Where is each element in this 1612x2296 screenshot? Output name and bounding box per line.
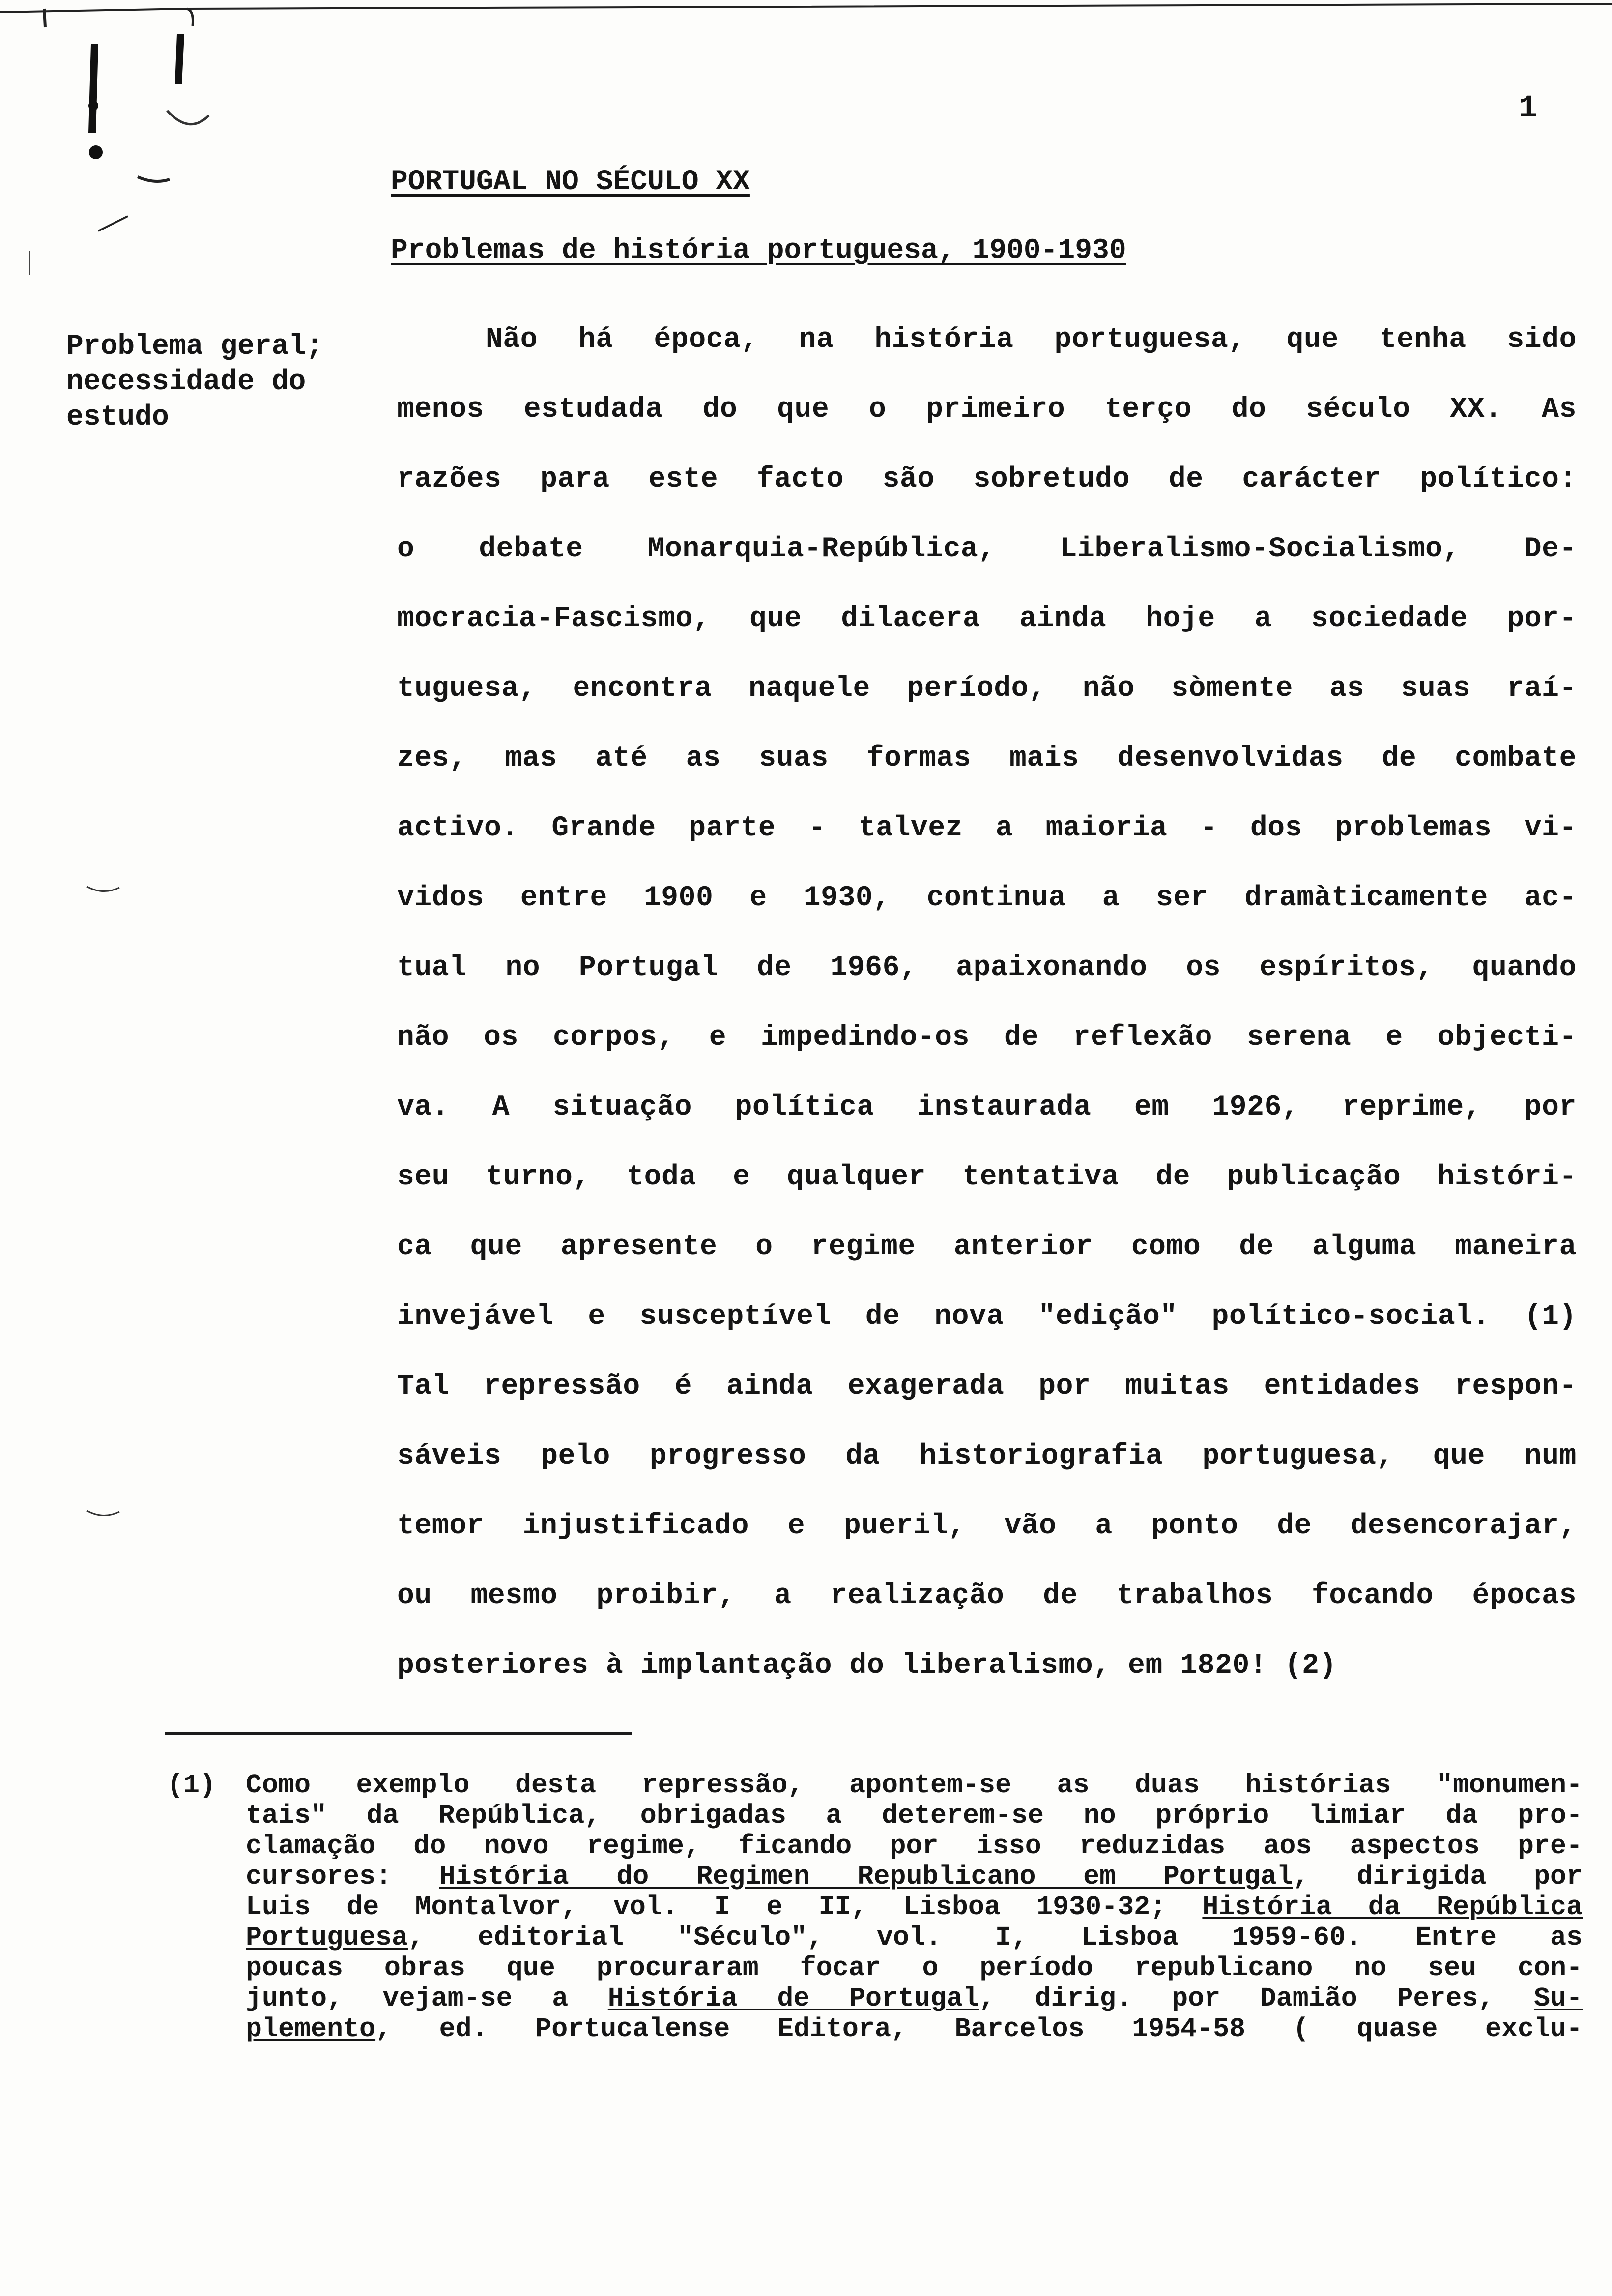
footnote-line: poucas obras que procuraram focar o período republicano no seu con- [246,1952,1583,1983]
footnote-marker: (1) [167,1770,216,1801]
footnote-line: junto, vejam-se a História de Portugal, dirig. por Damião Peres, Su- [246,1983,1583,2014]
body-line: seu turno, toda e qualquer tentativa de publicação históri- [397,1161,1577,1193]
page-number: 1 [1519,91,1538,126]
margin-note-line: estudo [66,402,169,433]
body-line: ca que apresente o regime anterior como de alguma maneira [397,1231,1577,1263]
body-line: Não há época, na história portuguesa, que tenha sido [486,324,1577,356]
page-title: PORTUGAL NO SÉCULO XX [391,166,750,198]
footnote-line: clamação do novo regime, ficando por isso reduzidas aos aspectos pre- [246,1831,1583,1862]
book-title: Su- [1533,1983,1583,2014]
body-line: vidos entre 1900 e 1930, continua a ser dramàticamente ac- [397,882,1577,914]
footnote-line: Portuguesa, editorial "Século", vol. I, Lisboa 1959-60. Entre as [246,1922,1583,1953]
margin-pencil-mark [86,885,120,894]
margin-note-line: necessidade do [66,366,306,398]
book-title: plemento [246,2013,376,2044]
body-line: tual no Portugal de 1966, apaixonando os espíritos, quando [397,952,1577,984]
footnote-line: plemento, ed. Portucalense Editora, Barcelos 1954-58 ( quase exclu- [246,2013,1583,2044]
body-line: o debate Monarquia-República, Liberalismo-Socialismo, De- [397,533,1577,565]
body-line: ou mesmo proibir, a realização de trabalhos focando épocas [397,1580,1577,1612]
book-title: História da República [1202,1892,1583,1923]
book-title: História de Portugal [607,1983,979,2014]
margin-note [66,329,371,435]
body-line: menos estudada do que o primeiro terço do século XX. As [397,394,1577,426]
footnote-line: Luis de Montalvor, vol. I e II, Lisboa 1930-32; História da República [246,1892,1583,1923]
footnote-line: tais" da República, obrigadas a deterem-se no próprio limiar da pro- [246,1800,1583,1831]
footnote-line: cursores: História do Regimen Republicano em Portugal, dirigida por [246,1861,1583,1892]
book-title: História do Regimen Republicano em Portugal [439,1861,1293,1892]
margin-pencil-mark [86,1509,120,1519]
body-line: tuguesa, encontra naquele período, não sòmente as suas raí- [397,673,1577,705]
body-line: razões para este facto são sobretudo de carácter político: [397,463,1577,495]
body-line: va. A situação política instaurada em 1926, reprime, por [397,1091,1577,1123]
margin-note-line: Problema geral; [66,331,323,363]
body-line: mocracia-Fascismo, que dilacera ainda hoje a sociedade por- [397,603,1577,635]
body-line: invejável e susceptível de nova "edição" político-social. (1) [397,1301,1577,1333]
body-line: não os corpos, e impedindo-os de reflexão serena e objecti- [397,1022,1577,1054]
body-line: zes, mas até as suas formas mais desenvolvidas de combate [397,743,1577,775]
book-title: Portuguesa [246,1922,408,1953]
scan-top-edge-line [0,0,1612,29]
body-line: activo. Grande parte - talvez a maioria - dos problemas vi- [397,812,1577,844]
body-paragraph [397,320,1577,1716]
body-line: temor injustificado e pueril, vão a ponto de desencorajar, [397,1510,1577,1542]
page-subtitle: Problemas de história portuguesa, 1900-1930 [391,235,1126,267]
footnote-separator [165,1732,632,1735]
body-line: Tal repressão é ainda exagerada por muitas entidades respon- [397,1371,1577,1403]
footnote-line: (1) Como exemplo desta repressão, apontem-se as duas histórias "monumen- [167,1770,1583,1801]
scan-punch-hole-marks [20,10,226,295]
body-line: posteriores à implantação do liberalismo, em 1820! (2) [397,1650,1337,1682]
body-line: sáveis pelo progresso da historiografia portuguesa, que num [397,1440,1577,1472]
footnote [167,1770,1583,2044]
